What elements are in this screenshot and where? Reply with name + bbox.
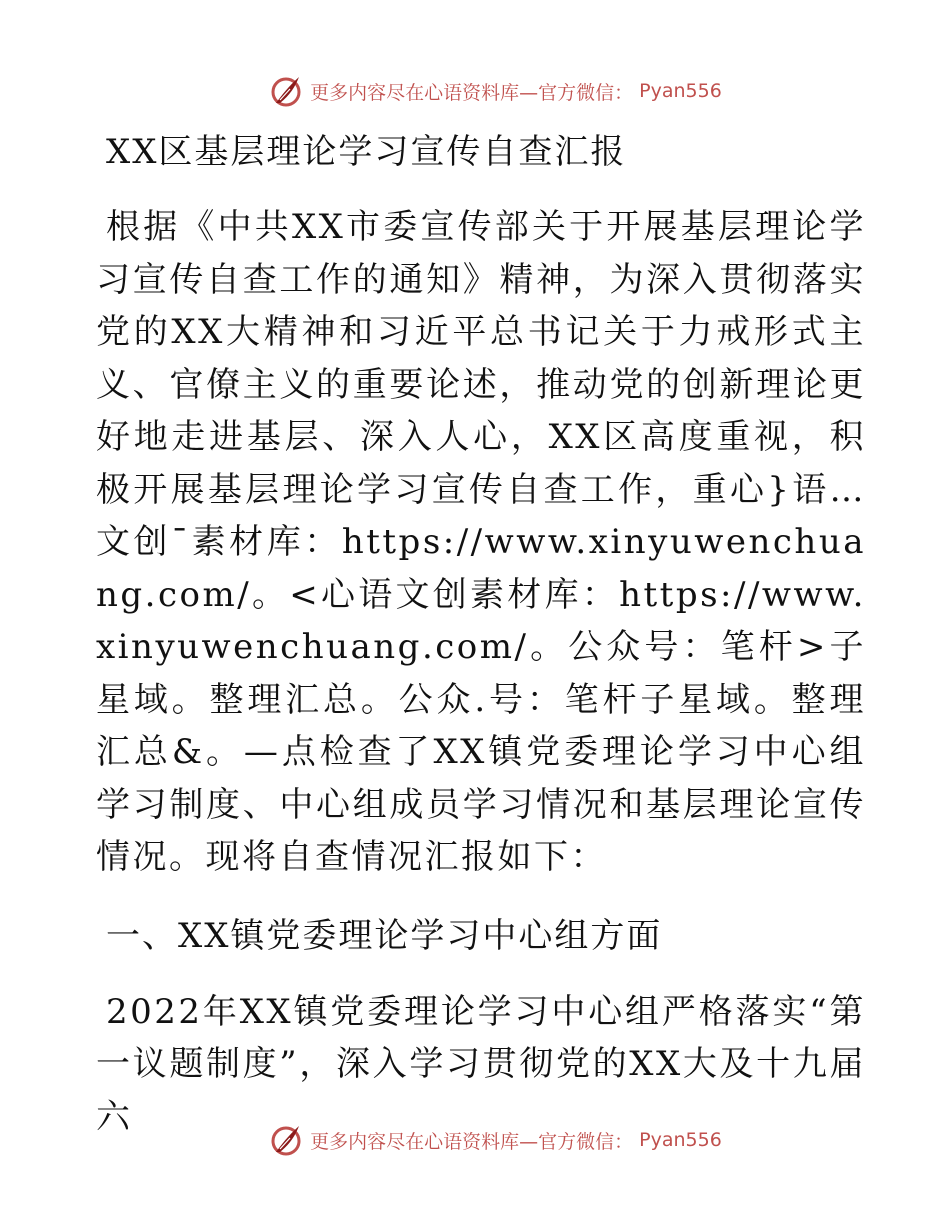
quill-logo-icon: [268, 73, 304, 109]
paragraph-intro-text: 根据《中共XX市委宣传部关于开展基层理论学习宣传自查工作的通知》精神，为深入贯彻落实党的XX大精神和习近平总书记关于力戒形式主义、官僚主义的重要论述，推动党的创新理论更好地走进基层、深入人心，XX区高度重视，积极开展基层理论学习宣传自查工作，重心}语…文创¯素材库：https://www.xinyuwenchuang.com/。<心语文创素材库：https://www.xinyuwenchuang.com/。公众号：笔杆>子星域。整理汇总。公众.号：笔杆子星域。整理汇总&。—点检查了XX镇党委理论学习中心组学习制度、中心组成员学习情况和基层理论宣传情况。现将自查情况汇报如下：: [96, 207, 866, 877]
paragraph-section-1-text: 2022年XX镇党委理论学习中心组严格落实“第一议题制度”，深入学习贯彻党的XX大及十九届六: [96, 991, 866, 1137]
quill-logo-icon: [268, 1122, 304, 1158]
watermark-banner-bottom: [0, 1120, 950, 1160]
watermark-text: 更多内容尽在心语资料库—官方微信：: [310, 1130, 634, 1153]
watermark-banner-top: [0, 71, 950, 111]
paragraph-intro: [96, 201, 866, 884]
document-body: [96, 120, 866, 1143]
watermark-wechat-id: Pyan556: [639, 1129, 722, 1151]
document-title: XX区基层理论学习宣传自查汇报: [106, 132, 627, 172]
section-heading-1: 一、XX镇党委理论学习中心组方面: [106, 915, 663, 956]
watermark-wechat-id: Pyan556: [639, 80, 722, 102]
watermark-text: 更多内容尽在心语资料库—官方微信：: [310, 81, 634, 104]
